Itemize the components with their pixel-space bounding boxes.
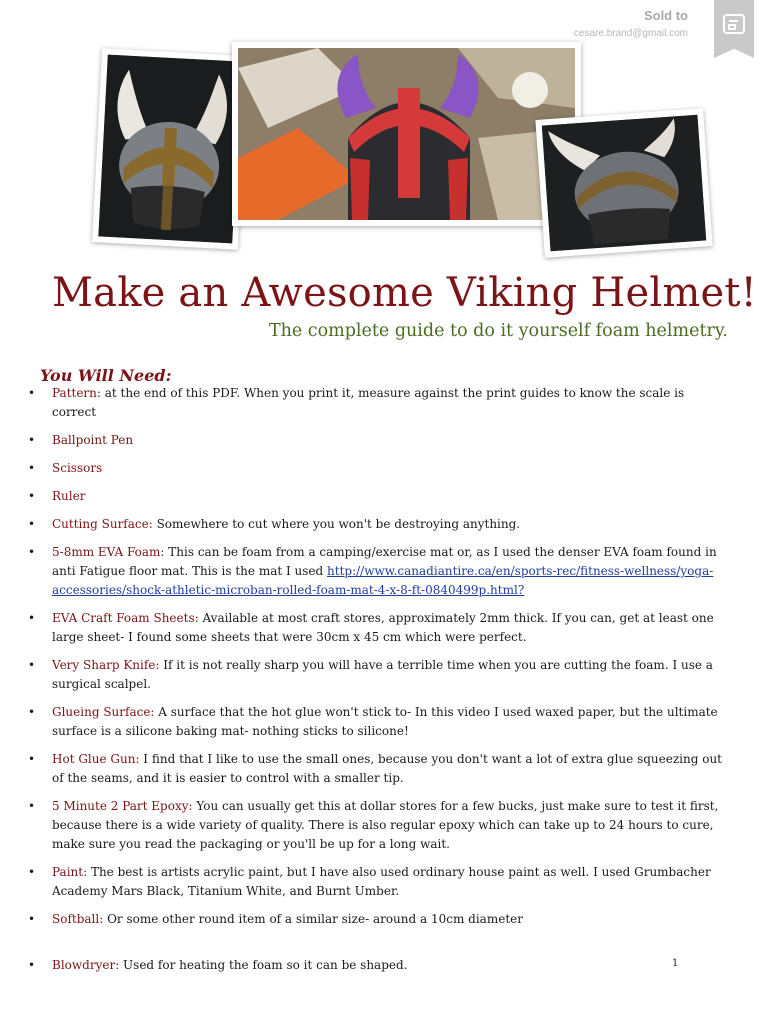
item-term: 5 Minute 2 Part Epoxy:: [52, 799, 193, 813]
helmet-photo-center: [232, 42, 581, 226]
list-item: [26, 703, 730, 741]
item-term: Hot Glue Gun:: [52, 752, 140, 766]
helmet-image: [98, 55, 241, 244]
list-item: [26, 384, 730, 422]
section-heading: You Will Need:: [40, 366, 172, 385]
item-text: If it is not really sharp you will have a terrible time when you are cutting the foam. I use a surgical scalpel.: [52, 658, 713, 691]
item-term: Scissors: [52, 461, 103, 475]
item-term: Glueing Surface:: [52, 705, 155, 719]
foam-mat-link[interactable]: http://www.canadiantire.ca/en/sports-rec/fitness-wellness/yoga-accessories/shock-athletic-microban-rolled-foam-mat-4-x-8-ft-0840499p.html?: [52, 564, 714, 597]
list-item: [26, 910, 730, 929]
list-item: [26, 515, 730, 534]
item-term: Softball:: [52, 912, 104, 926]
list-item: [26, 656, 730, 694]
list-item: [26, 431, 730, 450]
document-subtitle: The complete guide to do it yourself foam helmetry.: [268, 321, 728, 341]
item-text: Available at most craft stores, approximately 2mm thick. If you can, get at least one large sheet- I found some sheets that were 30cm x 45 cm which were perfect.: [52, 611, 714, 644]
item-term: Blowdryer:: [52, 958, 120, 972]
document-title: Make an Awesome Viking Helmet!: [52, 270, 757, 316]
page-number: 1: [672, 958, 679, 969]
list-item: [26, 750, 730, 788]
list-item: [26, 459, 730, 478]
scribd-ribbon[interactable]: [714, 0, 754, 58]
list-item: [26, 863, 730, 901]
helmet-image: [542, 115, 706, 252]
sold-to-block: [574, 8, 688, 39]
buyer-email: cesare.brand@gmail.com: [573, 28, 688, 39]
item-text: Or some other round item of a similar size- around a 10cm diameter: [103, 912, 523, 926]
item-text: Used for heating the foam so it can be shaped.: [119, 958, 408, 972]
list-item: [26, 797, 730, 854]
item-text: The best is artists acrylic paint, but I have also used ordinary house paint as well. I used Grumbacher Academy Mars Black, Titanium White, and Burnt Umber.: [52, 865, 711, 898]
list-item: [26, 487, 730, 506]
sold-to-label: Sold to: [643, 8, 688, 23]
item-term: Pattern:: [52, 386, 101, 400]
item-term: Ruler: [52, 489, 86, 503]
item-term: Ballpoint Pen: [52, 433, 134, 447]
helmet-image: [238, 48, 575, 220]
item-text: A surface that the hot glue won't stick to- In this video I used waxed paper, but the ultimate surface is a silicone baking mat- nothing sticks to silicone!: [52, 705, 718, 738]
helmet-photo-right: [535, 108, 712, 257]
item-term: Paint:: [52, 865, 88, 879]
item-text: at the end of this PDF. When you print it, measure against the print guides to know the scale is correct: [52, 386, 685, 419]
item-text: Somewhere to cut where you won't be destroying anything.: [152, 517, 521, 531]
scribd-logo-icon: [722, 12, 746, 36]
item-term: EVA Craft Foam Sheets:: [52, 611, 199, 625]
item-term: Very Sharp Knife:: [52, 658, 160, 672]
list-item: [26, 609, 730, 647]
list-item: [26, 543, 730, 600]
item-text: This can be foam from a camping/exercise mat or, as I used the denser EVA foam found in anti Fatigue floor mat. This is the mat I used: [52, 545, 717, 578]
list-item: [26, 956, 730, 975]
item-term: Cutting Surface:: [52, 517, 153, 531]
item-term: 5-8mm EVA Foam:: [52, 545, 165, 559]
supply-list: [26, 384, 730, 975]
helmet-photo-left: [92, 48, 248, 249]
item-text: I find that I like to use the small ones, because you don't want a lot of extra glue squeezing out of the seams, and it is easier to control with a smaller tip.: [52, 752, 723, 785]
item-text: You can usually get this at dollar stores for a few bucks, just make sure to test it first, because there is a wide variety of quality. There is also regular epoxy which can take up to 24 hours to cure, make sure you read the packaging or you'll be up for a long wait.: [52, 799, 719, 851]
